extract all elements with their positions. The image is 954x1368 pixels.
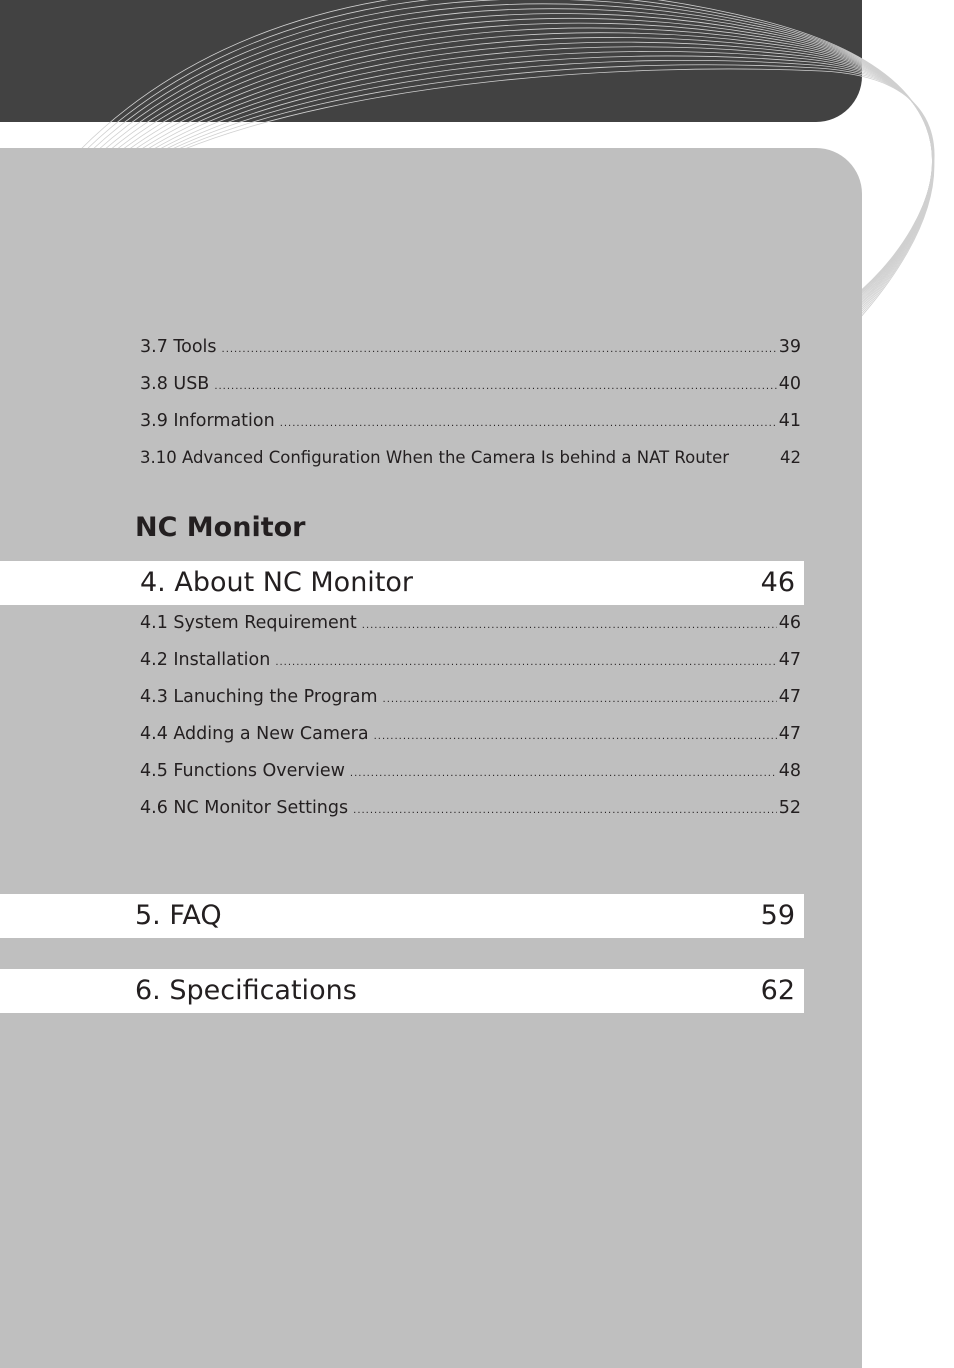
chapter-title: 6. Specifications [135, 975, 357, 1006]
dot-leader [374, 725, 777, 746]
toc-entry-label: 4.2 Installation [140, 650, 271, 670]
toc-entry-label: 4.5 Functions Overview [140, 761, 345, 781]
chapter-title: 4. About NC Monitor [140, 567, 414, 598]
dot-leader [214, 375, 776, 396]
toc-entry-label: 3.9 Information [140, 411, 275, 431]
toc-entry[interactable] [140, 372, 801, 396]
header-band [0, 0, 862, 122]
toc-entry[interactable] [140, 648, 801, 672]
toc-entry[interactable] [140, 722, 801, 746]
dot-leader [222, 338, 777, 359]
toc-entry[interactable] [140, 335, 801, 359]
toc-entry-page: 39 [778, 337, 801, 357]
toc-entry-page: 41 [778, 411, 801, 431]
chapter-page: 46 [760, 567, 795, 598]
chapter-page: 59 [760, 900, 795, 931]
content-panel [0, 148, 862, 1368]
toc-entry-label: 3.7 Tools [140, 337, 217, 357]
toc-entry-page: 40 [778, 374, 801, 394]
toc-entry[interactable] [140, 759, 801, 783]
dot-leader [350, 762, 777, 783]
dot-leader [362, 614, 777, 635]
section-heading: NC Monitor [135, 512, 306, 543]
toc-entry[interactable] [140, 685, 801, 709]
chapter-title: 5. FAQ [135, 900, 222, 931]
toc-entry-page: 48 [778, 761, 801, 781]
toc-entry-label: 4.1 System Requirement [140, 613, 357, 633]
toc-entry-page: 46 [778, 613, 801, 633]
toc-entry-page: 47 [778, 650, 801, 670]
chapter-bar-5[interactable] [0, 894, 804, 938]
toc-entry-label: 4.4 Adding a New Camera [140, 724, 369, 744]
toc-entry-page: 47 [778, 687, 801, 707]
chapter-bar-6[interactable] [0, 969, 804, 1013]
dot-leader [383, 688, 777, 709]
toc-entry[interactable] [140, 611, 801, 635]
toc-entry-label: 4.6 NC Monitor Settings [140, 798, 349, 818]
toc-entry-label: 3.10 Advanced Configuration When the Camera Is behind a NAT Router [140, 448, 730, 467]
toc-entry[interactable] [140, 446, 801, 470]
dot-leader [280, 412, 777, 433]
toc-entry-page: 47 [778, 724, 801, 744]
dot-leader [275, 651, 776, 672]
toc-entry[interactable] [140, 796, 801, 820]
toc-entry-label: 3.8 USB [140, 374, 210, 394]
toc-entry-page: 42 [780, 448, 801, 467]
dot-leader [353, 799, 777, 820]
toc-entry-label: 4.3 Lanuching the Program [140, 687, 378, 707]
toc-entry-page: 52 [778, 798, 801, 818]
chapter-bar-4[interactable] [0, 561, 804, 605]
toc-entry[interactable] [140, 409, 801, 433]
chapter-page: 62 [760, 975, 795, 1006]
